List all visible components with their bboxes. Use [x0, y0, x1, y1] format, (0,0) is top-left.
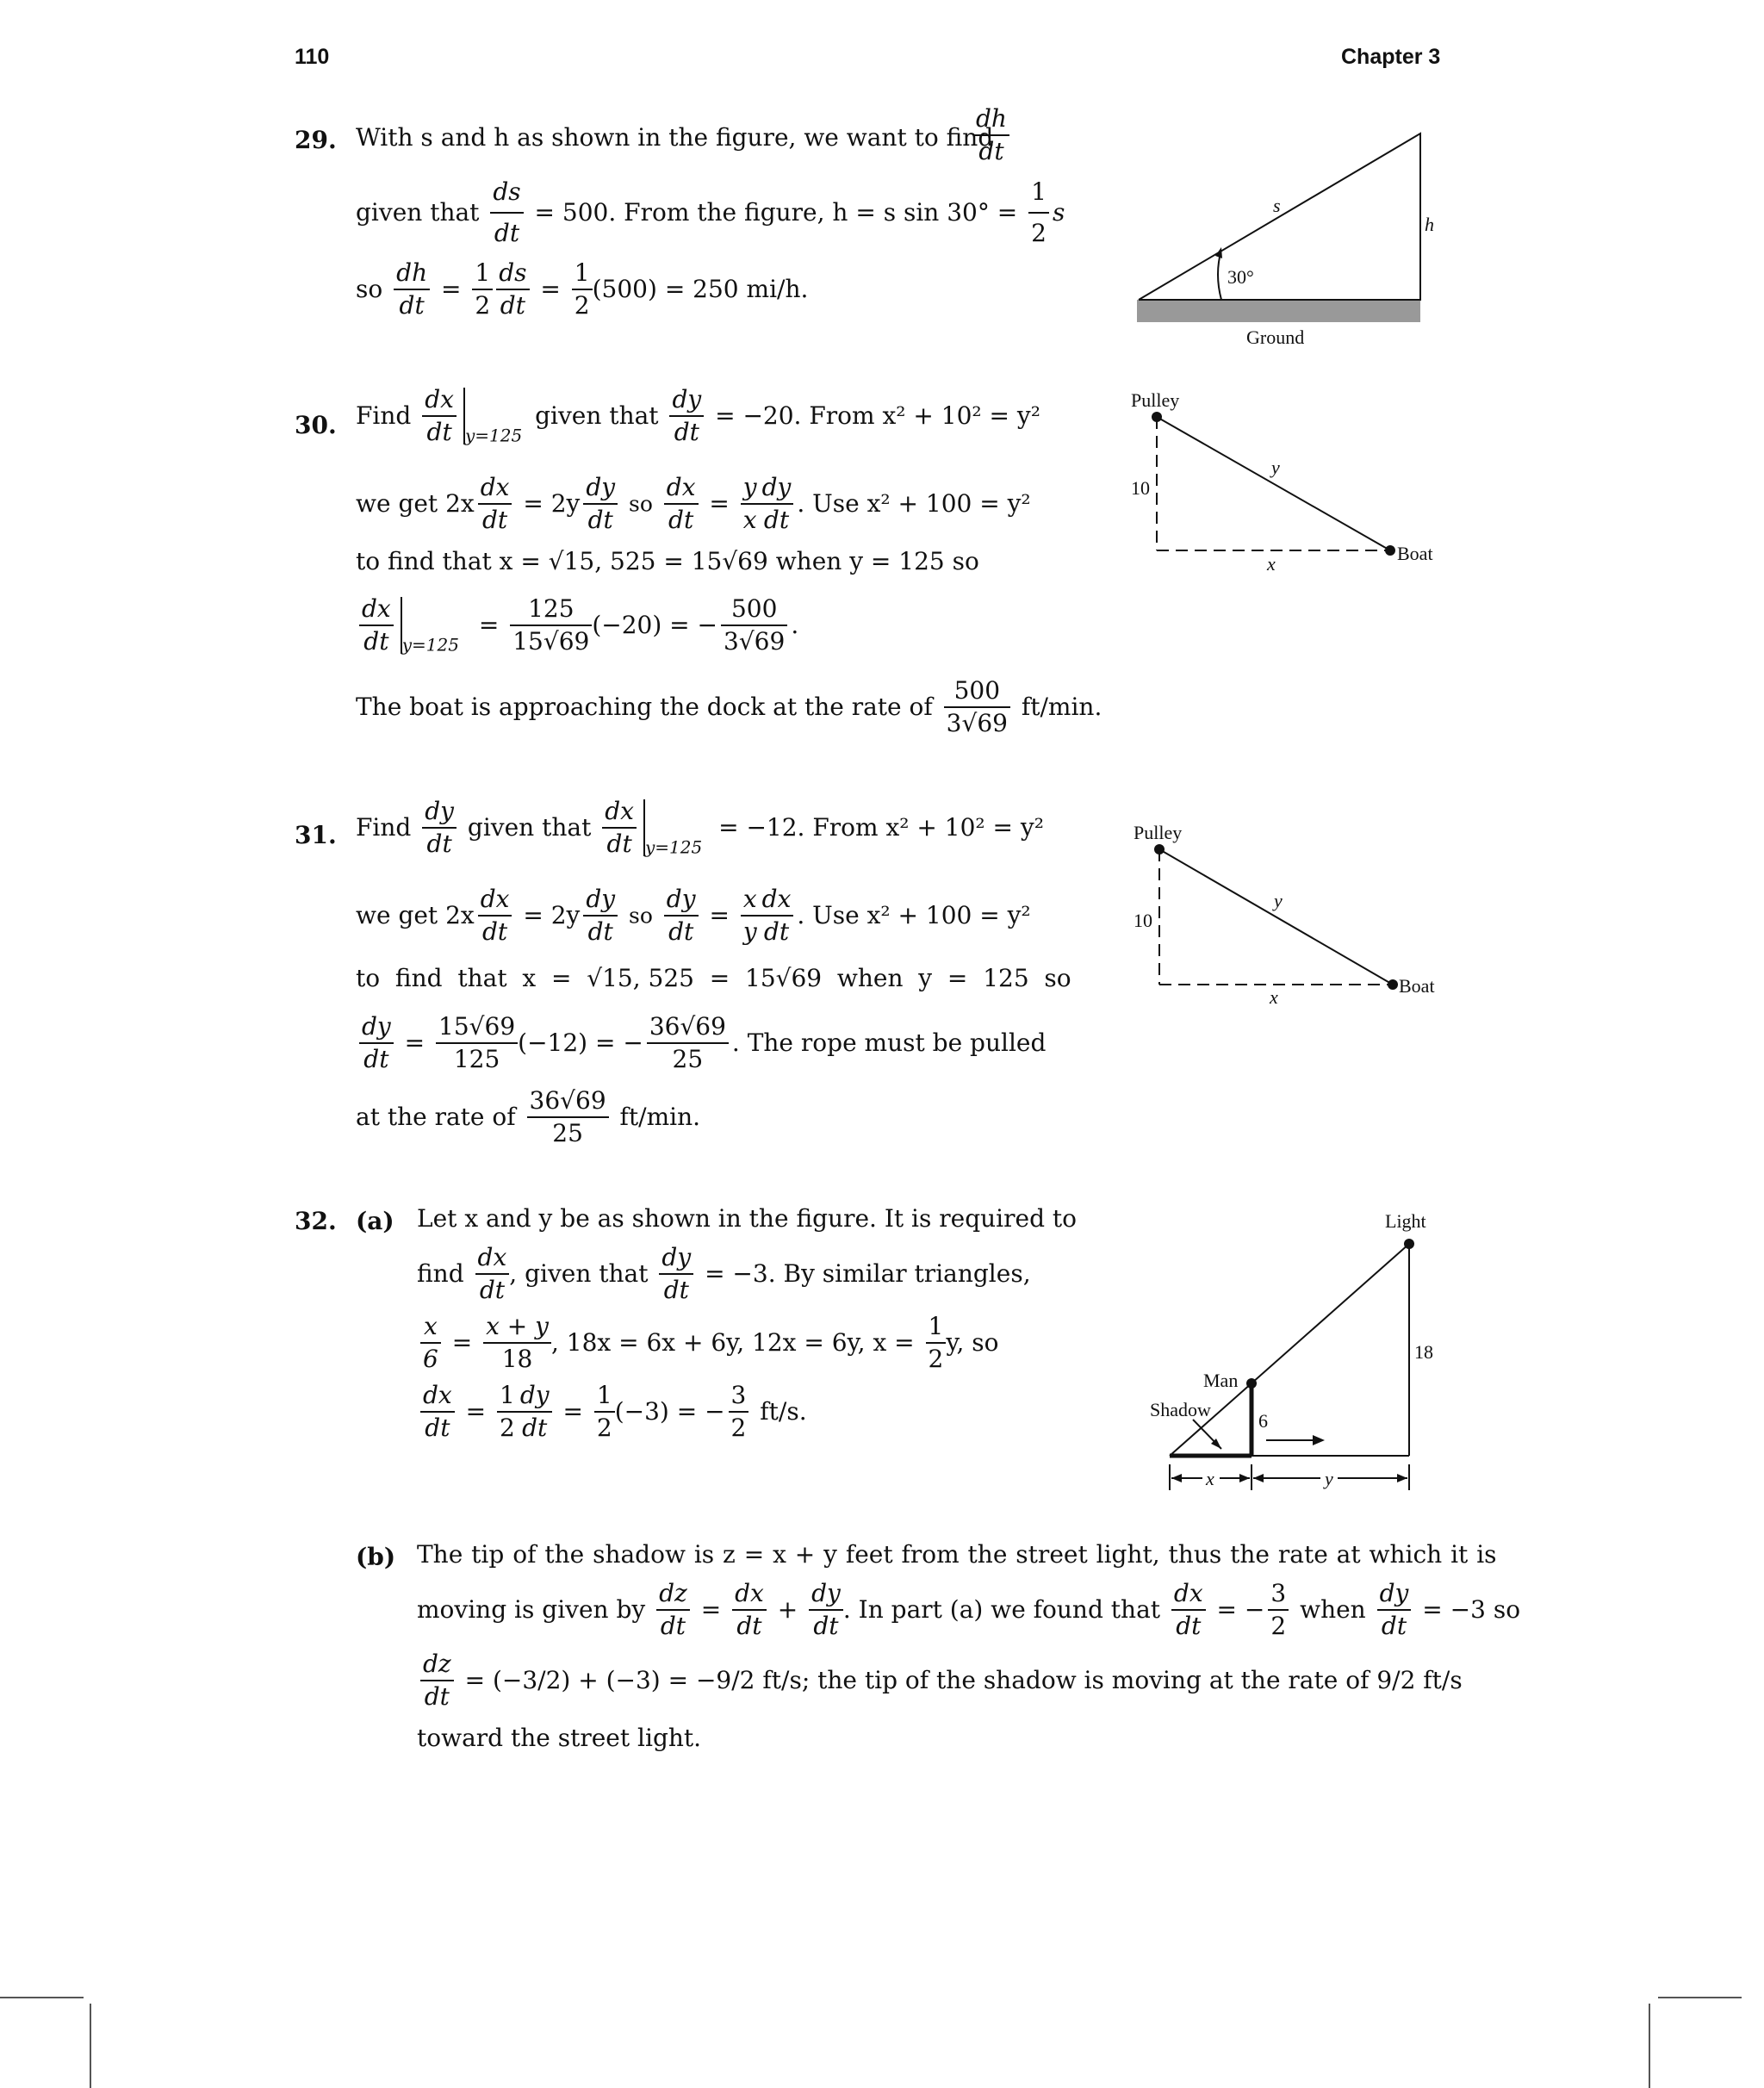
fig31-x-label: x: [1270, 986, 1278, 1008]
fig30-boat-label: Boat: [1397, 543, 1433, 564]
crop-mark: [1658, 1997, 1742, 1998]
p32-b-line3: $\frac{dz}{dt}$ = (−3/2) + (−3) = −9/2 ft/s; the tip of the shadow is moving at the rate of 9/2 ft/s: [417, 1652, 1463, 1709]
fig29-ground-label: Ground: [1246, 326, 1305, 348]
p32-a-line4: $\frac{dx}{dt}$ = $\frac{1}{2}$ $\frac{dy}{dt}$ = $\frac{1}{2}$ (−3) = − $\frac{3}{2}$ ft/s.: [417, 1383, 807, 1440]
p31-line3: to find that x = √15, 525 = 15√69 when y = 125 so: [356, 964, 1071, 992]
p32-a-line1: Let x and y be as shown in the figure. It is required to: [417, 1204, 1078, 1233]
fig29-angle-label: 30°: [1227, 266, 1254, 288]
part-a-label: (a): [356, 1207, 394, 1235]
fig31-pulley-label: Pulley: [1134, 822, 1183, 843]
p30-line2: we get 2x $\frac{dx}{dt}$ = 2y $\frac{dy}{dt}$ so $\frac{dx}{dt}$ = $\frac{y}{x}$ $\frac{dy}{dt}$ . Use x² + 100 = y²: [356, 473, 1031, 534]
chapter-title: Chapter 3: [1341, 45, 1441, 69]
p30-line1: Find $\frac{dx}{dt}$ $_{y=125}$ given that $\frac{dy}{dt}$ = −20. From x² + 10² = y²: [356, 385, 1040, 446]
fig32-x-label: x: [1206, 1468, 1214, 1489]
fig29-label-h: h: [1425, 214, 1434, 235]
p29-line3: so $\frac{dh}{dt}$ = $\frac{1}{2}$ $\frac{ds}{dt}$ = $\frac{1}{2}$ (500) = 250 mi/h.: [356, 258, 809, 320]
problem-number-29: 29.: [295, 126, 337, 154]
problem-number-30: 30.: [295, 411, 337, 439]
fig30-x-label: x: [1267, 553, 1276, 575]
p32-b-line2: moving is given by $\frac{dz}{dt}$ = $\frac{dx}{dt}$ + $\frac{dy}{dt}$ . In part (a) we found that $\frac{dx}{dt}$ = − $\frac{3}{2}$ when $\frac{dy}{dt}$ = −3 so: [417, 1579, 1521, 1640]
problem-number-32: 32.: [295, 1207, 337, 1235]
page-number: 110: [295, 45, 330, 69]
p31-line5: at the rate of $\frac{36√69}{25}$ ft/min.: [356, 1086, 701, 1147]
p32-b-line4: toward the street light.: [417, 1724, 702, 1752]
fig32-shadow-label: Shadow: [1150, 1399, 1211, 1420]
crop-mark: [1649, 2004, 1650, 2088]
fig30-y-label: y: [1271, 457, 1280, 478]
p30-line3: to find that x = √15, 525 = 15√69 when y = 125 so: [356, 547, 979, 575]
p30-line4: $\frac{dx}{dt}$ $_{y=125}$ = $\frac{125}{15√69}$ (−20) = − $\frac{500}{3√69}$ .: [356, 597, 798, 654]
p29-dhdt-fraction: $\frac{dh}{dt}$: [970, 107, 1013, 164]
fig32-man-label: Man: [1203, 1370, 1239, 1391]
fig31-boat-label: Boat: [1399, 975, 1435, 997]
p29-line1: With s and h as shown in the figure, we want to find: [356, 123, 994, 152]
fig32-y-label: y: [1325, 1468, 1333, 1489]
fig32-six-label: 6: [1258, 1410, 1268, 1432]
fig29-label-s: s: [1273, 195, 1281, 216]
p30-line5: The boat is approaching the dock at the rate of $\frac{500}{3√69}$ ft/min.: [356, 676, 1102, 737]
p32-a-line3: $\frac{x}{6}$ = $\frac{x + y}{18}$ , 18x = 6x + 6y, 12x = 6y, x = $\frac{1}{2}$ y, so: [417, 1314, 998, 1371]
part-b-label: (b): [356, 1543, 396, 1571]
p29-line2: given that $\frac{ds}{dt}$ = 500. From the figure, h = s sin 30° = $\frac{1}{2}$ s: [356, 177, 1065, 247]
fig30-pulley-label: Pulley: [1131, 389, 1180, 411]
fig31-ten-label: 10: [1134, 910, 1152, 931]
fig32-light-label: Light: [1385, 1210, 1426, 1232]
problem-number-31: 31.: [295, 821, 337, 849]
p31-line2: we get 2x $\frac{dx}{dt}$ = 2y $\frac{dy}{dt}$ so $\frac{dy}{dt}$ = $\frac{x}{y}$ $\frac{dx}{dt}$ . Use x² + 100 = y²: [356, 885, 1031, 946]
fig32-eighteen-label: 18: [1414, 1341, 1433, 1363]
fig31-y-label: y: [1274, 890, 1283, 911]
man-head: [1246, 1378, 1257, 1389]
p31-line1: Find $\frac{dy}{dt}$ given that $\frac{dx}{dt}$ $_{y=125}$ = −12. From x² + 10² = y²: [356, 797, 1044, 858]
p31-line4: $\frac{dy}{dt}$ = $\frac{15√69}{125}$ (−12) = − $\frac{36√69}{25}$ . The rope must be pulled: [356, 1015, 1046, 1072]
p32-a-line2: find $\frac{dx}{dt}$ , given that $\frac{dy}{dt}$ = −3. By similar triangles,: [417, 1243, 1031, 1304]
fig30-ten-label: 10: [1131, 477, 1150, 499]
light-point: [1404, 1239, 1414, 1249]
p32-b-line1: The tip of the shadow is z = x + y feet from the street light, thus the rate at which it is: [417, 1540, 1497, 1569]
crop-mark: [90, 2004, 91, 2088]
crop-mark: [0, 1997, 84, 1998]
